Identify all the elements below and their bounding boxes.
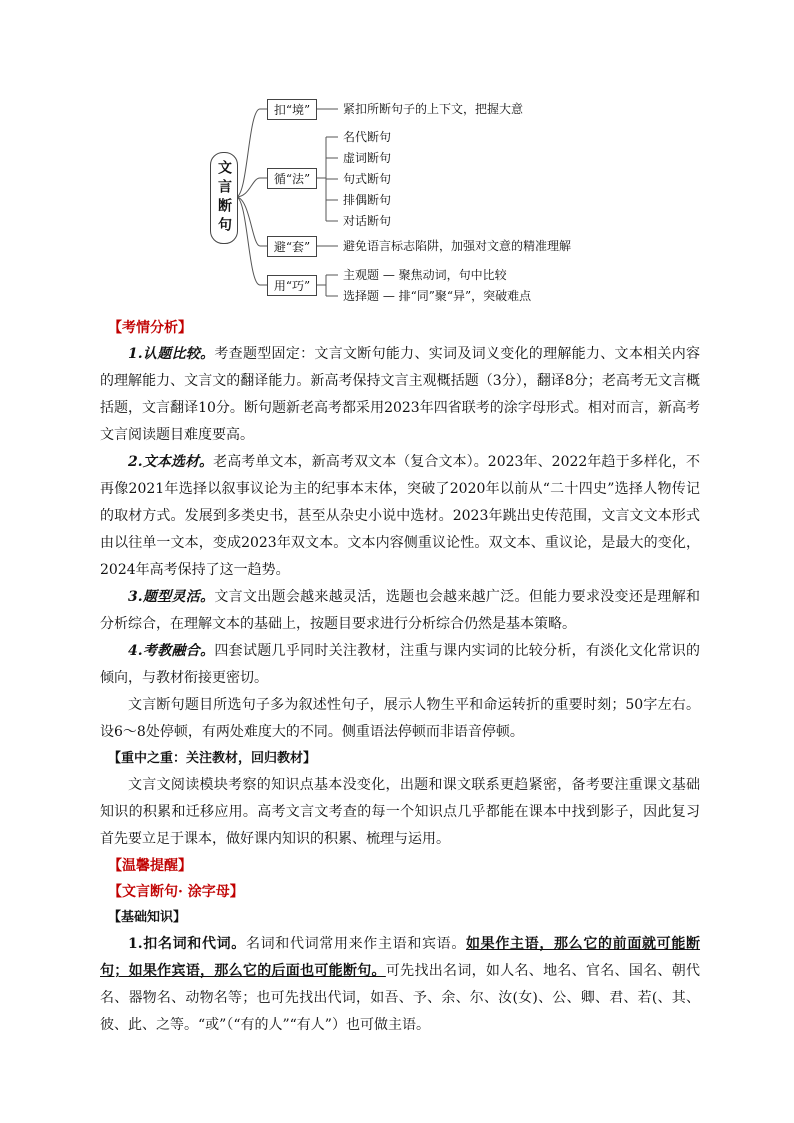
mind-map-connectors xyxy=(0,0,794,300)
document-body xyxy=(100,315,700,1039)
mindmap-branch-kou xyxy=(267,99,317,120)
paragraph-4 xyxy=(100,638,700,692)
paragraph-keyword: 2.文本选材。 xyxy=(128,454,214,470)
mindmap-root xyxy=(210,152,238,244)
mindmap-leaf: 紧扣所断句子的上下文，把握大意 xyxy=(343,102,524,116)
paragraph-text: 考查题型固定：文言文断句能力、实词及词义变化的理解能力、文本相关内容的理解能力、文言文的翻译能力。新高考保持文言主观概括题（3分），翻译8分；老高考无文言概括题，文言翻译10分。断句题新老高考都采用2023年四省联考的涂字母形式。相对而言，新高考文言阅读题目难度要高。 xyxy=(100,346,700,443)
heading-kaoqing: 【考情分析】 xyxy=(108,320,192,336)
mind-map xyxy=(0,0,794,303)
paragraph-keyword: 4.考教融合。 xyxy=(128,643,215,659)
mindmap-branch-yong xyxy=(267,275,317,296)
mindmap-leaf: 避免语言标志陷阱，加强对文意的精准理解 xyxy=(343,239,572,253)
paragraph-text: 四套试题几乎同时关注教材，注重与课内实词的比较分析，有淡化文化常识的倾向，与教材衔接更密切。 xyxy=(100,643,700,686)
branch-label: 循“法” xyxy=(273,172,311,186)
paragraph-text: 可先找出名词，如人名、地名、官名、国名、朝代名、器物名、动物名等；也可先找出代词，如吾、予、余、尔、汝(女)、公、卿、君、若(、其、彼、此、之等。“或”（“有的人”“有人”）也可做主语。 xyxy=(100,963,701,1033)
mindmap-branch-xun xyxy=(267,168,317,189)
branch-label: 用“巧” xyxy=(273,279,311,293)
paragraph-keyword: 3.题型灵活。 xyxy=(128,589,215,605)
paragraph-underlined: 如果作主语，那么它的前面就可能断句；如果作宾语，那么它的后面也可能断句。 xyxy=(100,936,701,979)
mindmap-leaf: 虚词断句 xyxy=(343,151,392,165)
mindmap-leaf: 句式断句 xyxy=(343,172,392,186)
paragraph-2 xyxy=(100,449,700,584)
mindmap-leaf: 主观题 — 聚焦动词，句中比较 xyxy=(343,268,507,282)
heading-duanju: 【文言断句· 涂字母】 xyxy=(108,884,244,900)
paragraph-keyword: 1.扣名词和代词。 xyxy=(128,936,246,952)
mindmap-leaf: 排偶断句 xyxy=(343,193,392,207)
branch-label: 扣“境” xyxy=(273,103,311,117)
mindmap-leaf: 对话断句 xyxy=(343,214,392,228)
paragraph-keyword: 1.认题比较。 xyxy=(128,346,215,362)
mindmap-leaf: 名代断句 xyxy=(343,130,392,144)
paragraph-text: 老高考单文本，新高考双文本（复合文本）。2023年、2022年趋于多样化，不再像2021年选择以叙事议论为主的纪事本末体，突破了2020年以前从“二十四史”选择人物传记的取材方式。发展到多类史书，甚至从杂史小说中选材。2023年跳出史传范围，文言文文本形式由以往单一文本，变成2023年双文本。文本内容侧重议论性。双文本、重议论，是最大的变化，2024年高考保持了这一趋势。 xyxy=(100,454,700,578)
paragraph-text: 名词和代词常用来作主语和宾语。 xyxy=(245,936,466,952)
paragraph-3 xyxy=(100,584,700,638)
mindmap-branch-bi xyxy=(267,236,317,257)
heading-jichu: 【基础知识】 xyxy=(108,910,187,925)
paragraph-6: 文言文阅读模块考察的知识点基本没变化，出题和课文联系更趋紧密，备考要注重课文基础知识的积累和迁移应用。高考文言文考查的每一个知识点几乎都能在课本中找到影子，因此复习首先要立足于课本，做好课内知识的积累、梳理与运用。 xyxy=(100,777,700,847)
branch-label: 避“套” xyxy=(273,240,311,254)
heading-zhongzhong: 【重中之重：关注教材，回归教材】 xyxy=(108,751,317,766)
heading-wenxin: 【温馨提醒】 xyxy=(108,858,192,874)
paragraph-text: 文言文出题会越来越灵活，选题也会越来越广泛。但能力要求没变还是理解和分析综合，在理解文本的基础上，按题目要求进行分析综合仍然是基本策略。 xyxy=(100,589,700,632)
paragraph-7 xyxy=(100,931,700,1039)
mindmap-leaf: 选择题 — 排“同”聚“异”，突破难点 xyxy=(343,289,532,303)
paragraph-1 xyxy=(100,341,700,449)
mindmap-root-label: 文言断句 xyxy=(216,160,232,236)
paragraph-5: 文言断句题目所选句子多为叙述性句子，展示人物生平和命运转折的重要时刻；50字左右。设6～8处停顿，有两处难度大的不同。侧重语法停顿而非语音停顿。 xyxy=(100,697,700,740)
